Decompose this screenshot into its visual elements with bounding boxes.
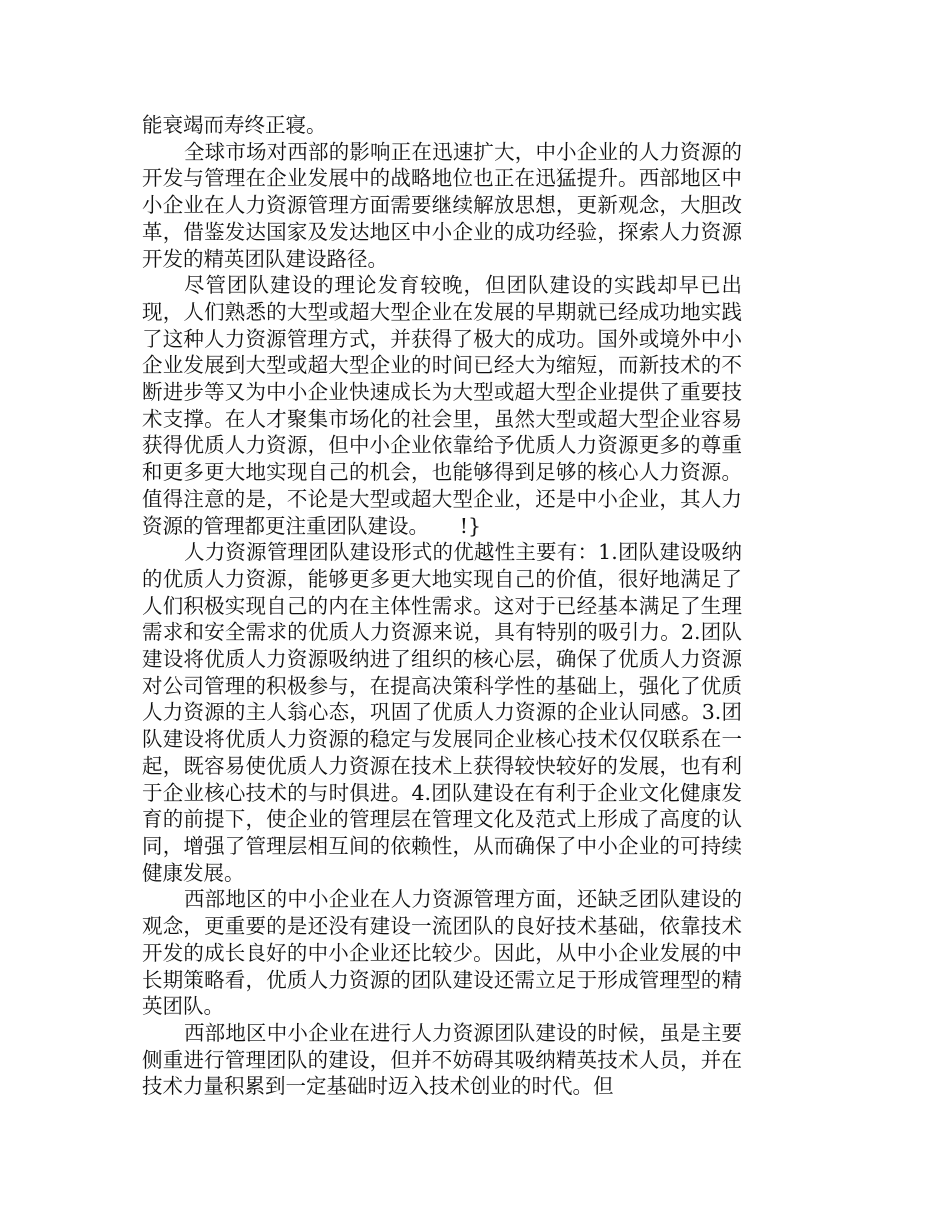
paragraph-team-building: 西部地区中小企业在进行人力资源团队建设的时候，虽是主要侧重进行管理团队的建设，但并不妨碍其吸纳精英技术人员，并在技术力量积累到一定基础时迈入技术创业的时代。但: [142, 1020, 742, 1099]
paragraph-western-sme: 西部地区的中小企业在人力资源管理方面，还缺乏团队建设的观念，更重要的是还没有建设一流团队的良好技术基础，依靠技术开发的成长良好的中小企业还比较少。因此，从中小企业发展的中长期策略看，优质人力资源的团队建设还需立足于形成管理型的精英团队。: [142, 887, 742, 1019]
paragraph-continuation: 能衰竭而寿终正寝。: [142, 113, 327, 137]
paragraph-global-market: 全球市场对西部的影响正在迅速扩大，中小企业的人力资源的开发与管理在企业发展中的战略地位也正在迅猛提升。西部地区中小企业在人力资源管理方面需要继续解放思想，更新观念，大胆改革，借鉴发达国家及发达地区中小企业的成功经验，探索人力资源开发的精英团队建设路径。: [142, 139, 742, 271]
document-body: [142, 112, 742, 1100]
paragraph-team-theory: 尽管团队建设的理论发育较晚，但团队建设的实践却早已出现，人们熟悉的大型或超大型企业在发展的早期就已经成功地实践了这种人力资源管理方式，并获得了极大的成功。国外或境外中小企业发展到大型或超大型企业的时间已经大为缩短，而新技术的不断进步等又为中小企业快速成长为大型或超大型企业提供了重要技术支撑。在人才聚集市场化的社会里，虽然大型或超大型企业容易获得优质人力资源，但中小企业依靠给予优质人力资源更多的尊重和更多更大地实现自己的机会，也能够得到足够的核心人力资源。值得注意的是，不论是大型或超大型企业，还是中小企业，其人力资源的管理都更注重团队建设。 !}: [142, 273, 742, 538]
paragraph-team-advantages: 人力资源管理团队建设形式的优越性主要有：1.团队建设吸纳的优质人力资源，能够更多更大地实现自己的价值，很好地满足了人们积极实现自己的内在主体性需求。这对于已经基本满足了生理需求和安全需求的优质人力资源来说，具有特别的吸引力。2.团队建设将优质人力资源吸纳进了组织的核心层，确保了优质人力资源对公司管理的积极参与，在提高决策科学性的基础上，强化了优质人力资源的主人翁心态，巩固了优质人力资源的企业认同感。3.团队建设将优质人力资源的稳定与发展同企业核心技术仅仅联系在一起，既容易使优质人力资源在技术上获得较快较好的发展，也有利于企业核心技术的与时俱进。4.团队建设在有利于企业文化健康发育的前提下，使企业的管理层在管理文化及范式上形成了高度的认同，增强了管理层相互间的依赖性，从而确保了中小企业的可持续健康发展。: [142, 540, 742, 885]
